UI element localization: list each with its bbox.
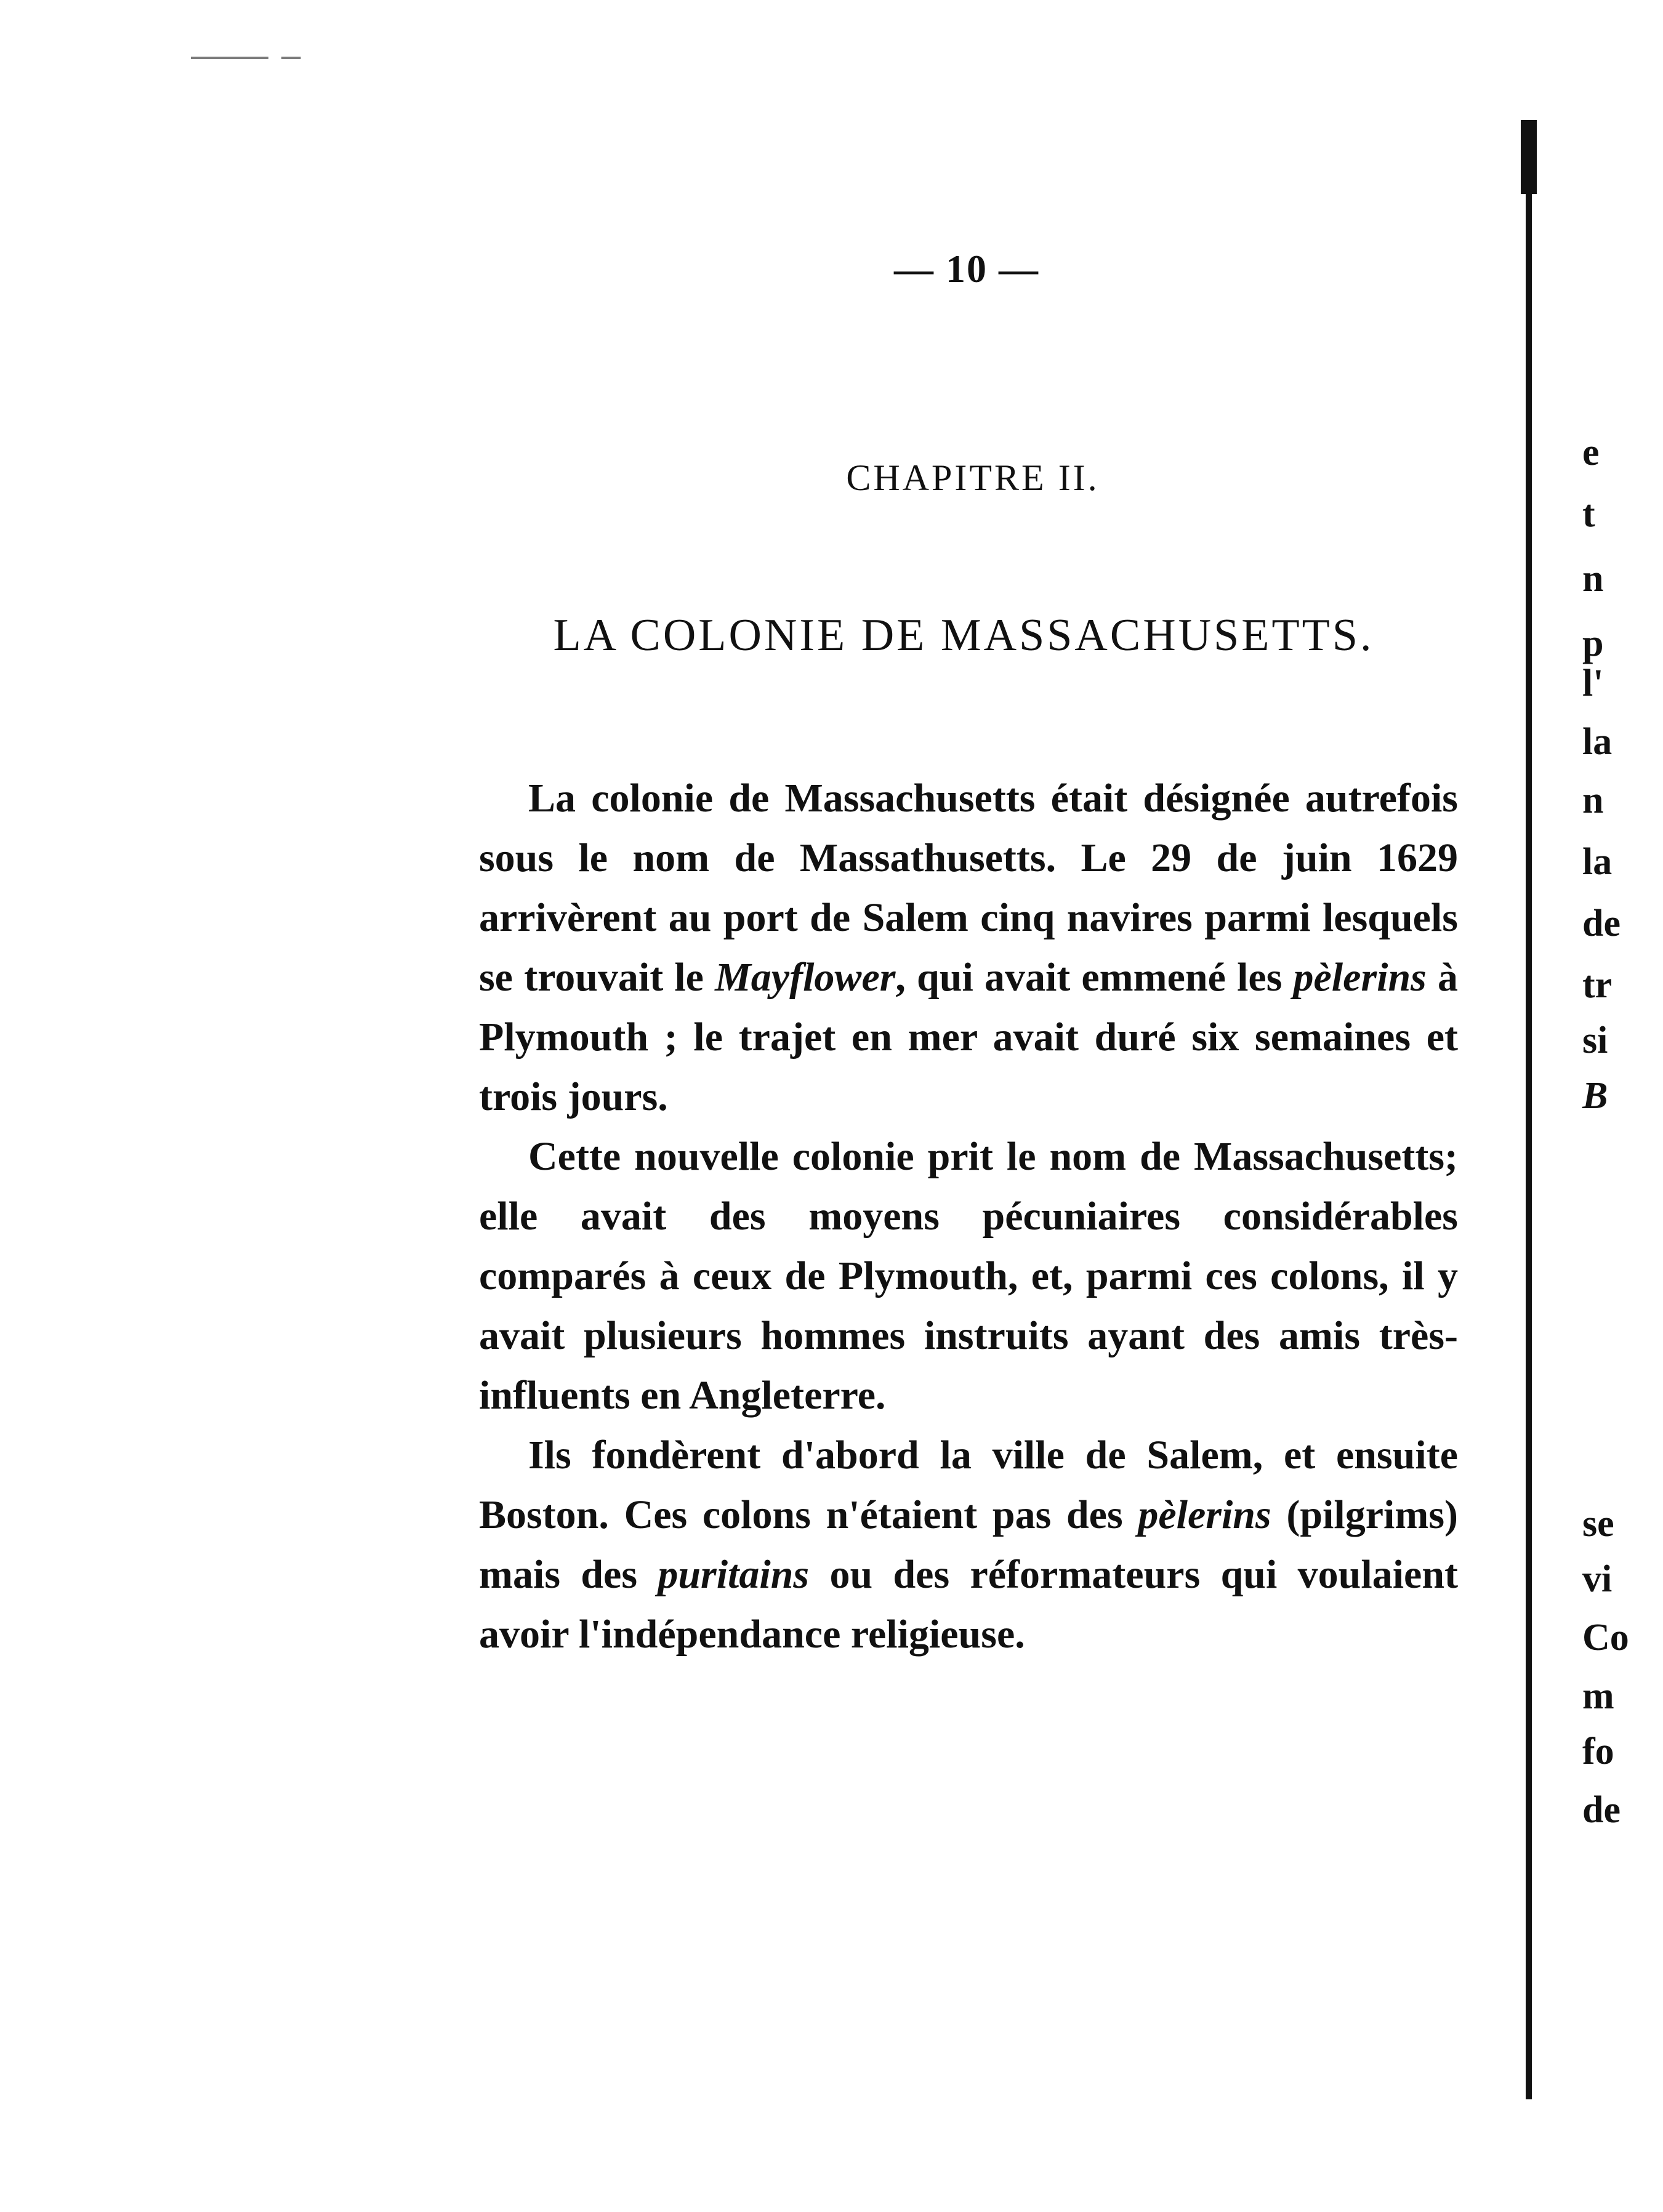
adjacent-page-fragment: e — [1582, 432, 1600, 473]
adjacent-page-fragment: l' — [1582, 662, 1604, 704]
italic-run: pèlerins — [1138, 1492, 1271, 1537]
italic-run: pèlerins — [1293, 955, 1427, 1000]
text-run: , qui avait emmené les — [895, 955, 1294, 1000]
italic-run: Mayflower — [715, 955, 896, 1000]
paragraph — [479, 1425, 1458, 1664]
adjacent-page-fragment: si — [1582, 1020, 1608, 1061]
adjacent-page-fragment: m — [1582, 1675, 1614, 1717]
text-run: à Plymouth ; le trajet en mer avait duré six semaines et trois jours. — [479, 955, 1458, 1119]
adjacent-page-fragment: n — [1582, 779, 1604, 821]
gutter-line — [1526, 120, 1532, 2099]
adjacent-page-fragment: la — [1582, 721, 1613, 763]
adjacent-page-fragment: n — [1582, 558, 1604, 600]
scan-smudge — [191, 57, 320, 59]
paragraph — [479, 768, 1458, 1127]
adjacent-page-fragment: p — [1582, 622, 1604, 664]
adjacent-page-fragment: fo — [1582, 1731, 1614, 1772]
adjacent-page-fragment: se — [1582, 1503, 1614, 1545]
adjacent-page-fragment: de — [1582, 1789, 1621, 1831]
text-run: La colonie de Massachusetts était désignée autrefois sous le nom de Massathusetts. Le 29 de juin 1629 arrivèrent au port de Salem cinq navires parmi lesquels se trouvait le — [479, 776, 1458, 1000]
adjacent-page-fragment: de — [1582, 903, 1621, 944]
adjacent-page-fragment: la — [1582, 841, 1613, 883]
adjacent-page-fragment: vi — [1582, 1558, 1613, 1600]
adjacent-page-fragments — [1582, 0, 1663, 2212]
chapter-label: CHAPITRE II. — [846, 457, 1100, 498]
page-number: — 10 — — [894, 247, 1039, 291]
adjacent-page-fragment: Co — [1582, 1617, 1629, 1659]
adjacent-page-fragment: B — [1582, 1075, 1608, 1117]
chapter-title: LA COLONIE DE MASSACHUSETTS. — [553, 610, 1374, 661]
paragraph — [479, 1127, 1458, 1425]
text-run: Cette nouvelle colonie prit le nom de Massachusetts; elle avait des moyens pécuniaires considérables comparés à ceux de Plymouth, et, parmi ces colons, il y avait plusieurs hommes instruits ayant des amis très-influents en Angleterre. — [479, 1134, 1458, 1418]
text-run: ou des réformateurs qui voulaient avoir l'indépendance religieuse. — [479, 1552, 1459, 1657]
italic-run: puritains — [658, 1552, 810, 1597]
text-run: Ils fondèrent d'abord la ville de Salem, et ensuite Boston. Ces colons n'étaient pas des — [479, 1433, 1458, 1537]
adjacent-page-fragment: tr — [1582, 964, 1613, 1006]
adjacent-page-fragment: t — [1582, 493, 1595, 535]
text-run: (pilgrims) mais des — [479, 1492, 1458, 1597]
body-text — [479, 768, 1458, 1664]
